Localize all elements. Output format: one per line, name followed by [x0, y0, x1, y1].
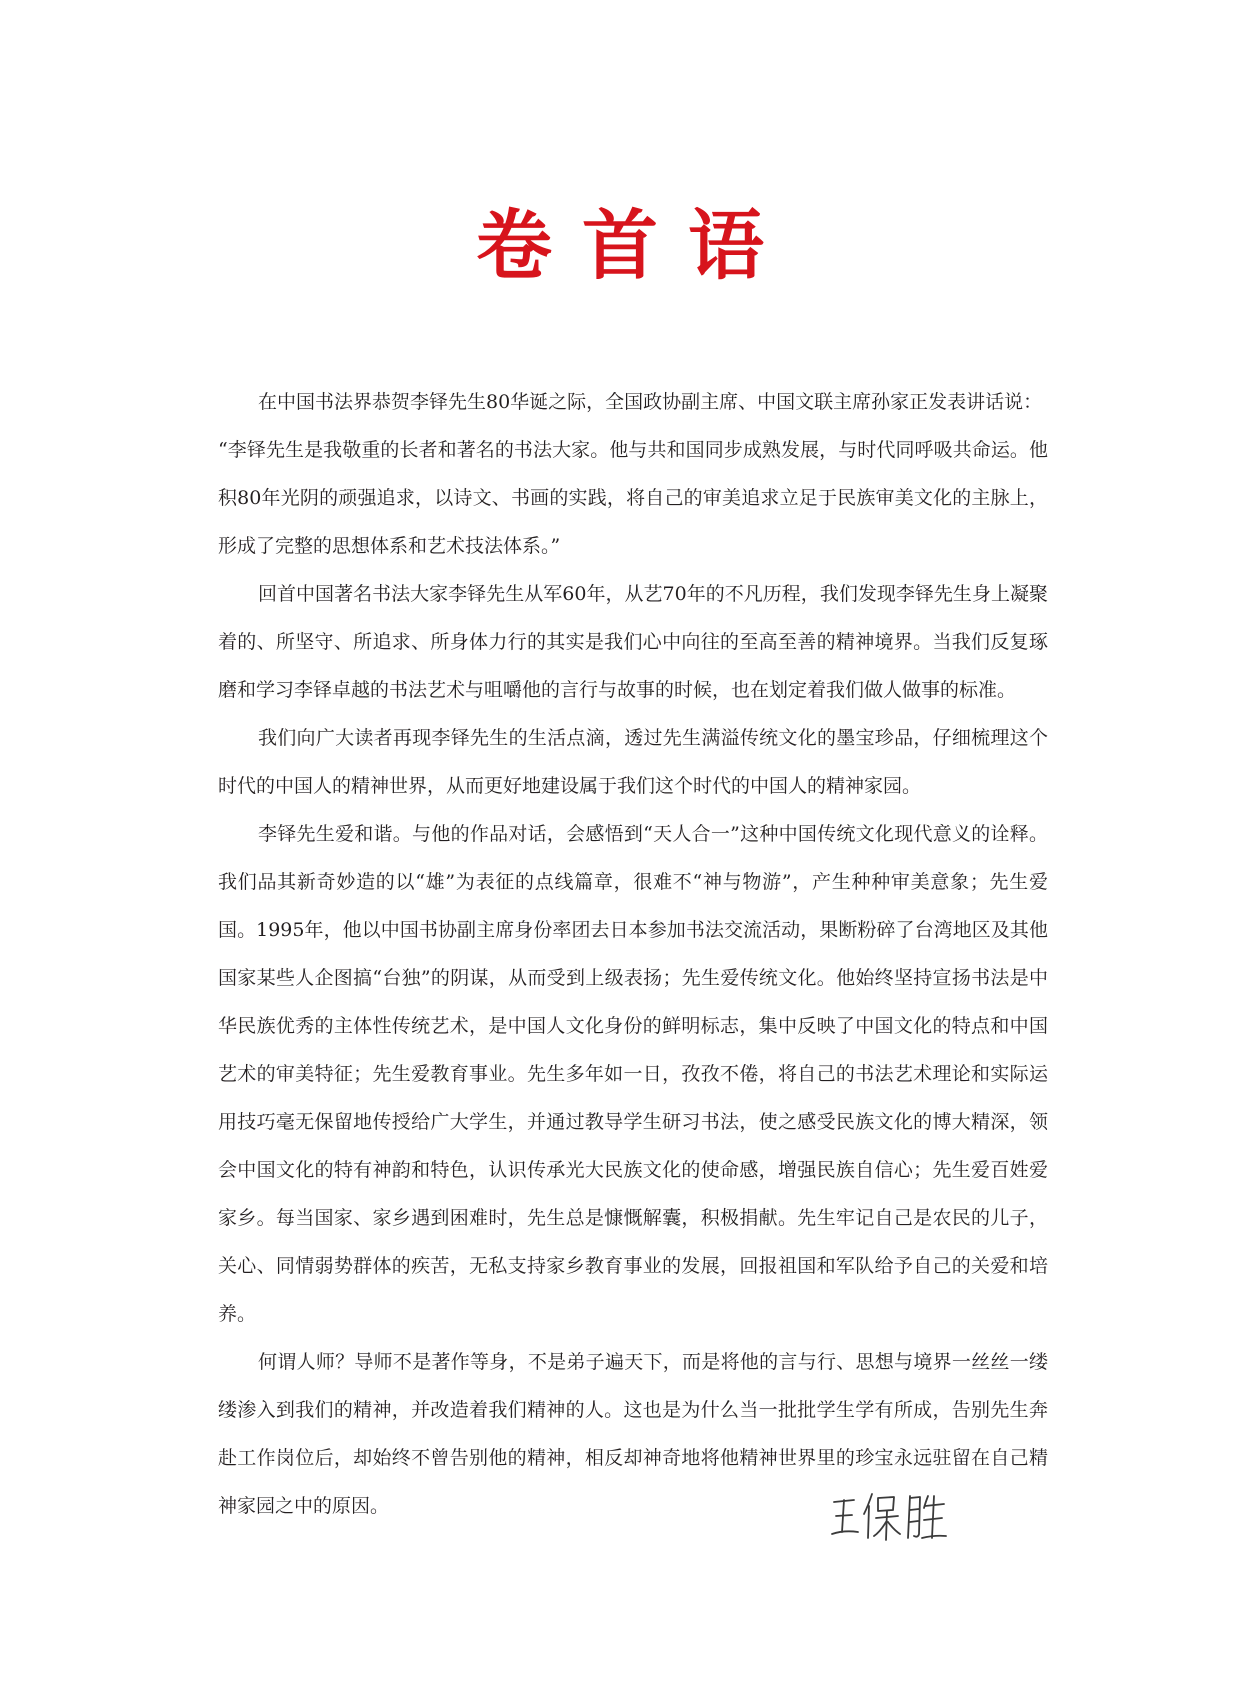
page-title: 卷首语: [476, 201, 794, 290]
handwritten-signature: [828, 1488, 948, 1548]
paragraph-1: 在中国书法界恭贺李铎先生80华诞之际，全国政协副主席、中国文联主席孙家正发表讲话说：: [258, 391, 1043, 413]
paragraph-quote: “李铎先生是我敬重的长者和著名的书法大家。他与共和国同步成熟发展，与时代同呼吸共命运。他积80年光阴的顽强追求，以诗文、书画的实践，将自己的审美追求立足于民族审美文化的主脉上，形成了完整的思想体系和艺术技法体系。”: [218, 439, 1048, 557]
paragraph-4: 李铎先生爱和谐。与他的作品对话，会感悟到“天人合一”这种中国传统文化现代意义的诠释。我们品其新奇妙造的以“雄”为表征的点线篇章，很难不“神与物游”，产生种种审美意象；先生爱国。1995年，他以中国书协副主席身份率团去日本参加书法交流活动，果断粉碎了台湾地区及其他国家某些人企图搞“台独”的阴谋，从而受到上级表扬；先生爱传统文化。他始终坚持宣扬书法是中华民族优秀的主体性传统艺术，是中国人文化身份的鲜明标志，集中反映了中国文化的特点和中国艺术的审美特征；先生爱教育事业。先生多年如一日，孜孜不倦，将自己的书法艺术理论和实际运用技巧毫无保留地传授给广大学生，并通过教导学生研习书法，使之感受民族文化的博大精深，领会中国文化的特有神韵和特色，认识传承光大民族文化的使命感，增强民族自信心；先生爱百姓爱家乡。每当国家、家乡遇到困难时，先生总是慷慨解囊，积极捐献。先生牢记自己是农民的儿子，关心、同情弱势群体的疾苦，无私支持家乡教育事业的发展，回报祖国和军队给予自己的关爱和培养。: [218, 823, 1048, 1325]
paragraph-3: 我们向广大读者再现李铎先生的生活点滴，透过先生满溢传统文化的墨宝珍品，仔细梳理这个时代的中国人的精神世界，从而更好地建设属于我们这个时代的中国人的精神家园。: [218, 727, 1048, 797]
body-text: [218, 378, 1048, 1530]
paragraph-2: 回首中国著名书法大家李铎先生从军60年，从艺70年的不凡历程，我们发现李铎先生身上凝聚着的、所坚守、所追求、所身体力行的其实是我们心中向往的至高至善的精神境界。当我们反复琢磨和学习李铎卓越的书法艺术与咀嚼他的言行与故事的时候，也在划定着我们做人做事的标准。: [218, 583, 1048, 701]
paragraph-5: 何谓人师？导师不是著作等身，不是弟子遍天下，而是将他的言与行、思想与境界一丝丝一缕缕渗入到我们的精神，并改造着我们精神的人。这也是为什么当一批批学生学有所成，告别先生奔赴工作岗位后，却始终不曾告别他的精神，相反却神奇地将他精神世界里的珍宝永远驻留在自己精神家园之中的原因。: [218, 1351, 1048, 1517]
